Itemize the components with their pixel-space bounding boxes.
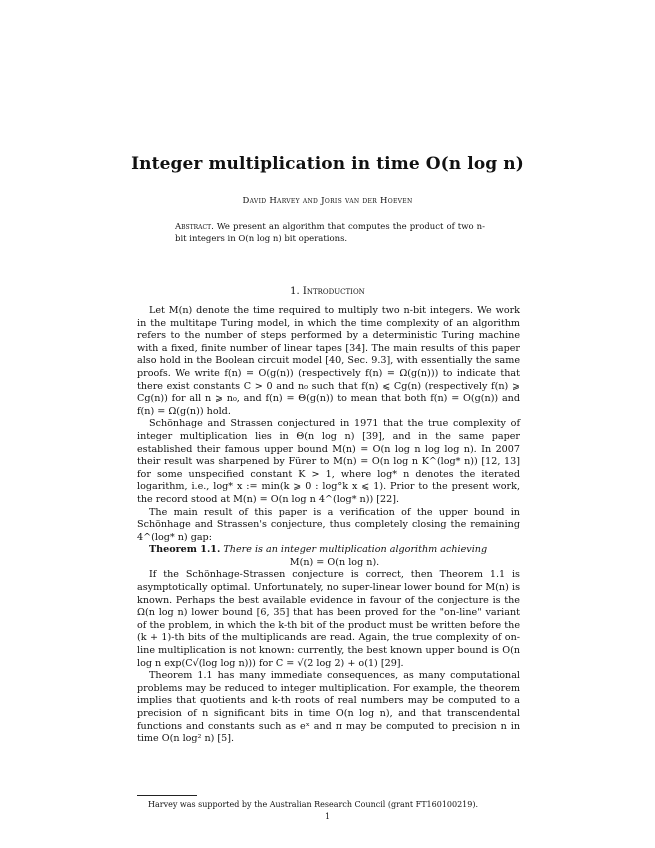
- abstract-label: Abstract.: [175, 222, 214, 232]
- intro-paragraph-5: Theorem 1.1 has many immediate consequences, as many computational problems may be reduced to integer multiplication. For example, the theorem implies that quotients and k-th roots of real numbers may be computed to a precision of n significant bits in time O(n log n), and that transcendental functions and constants such as eˣ and π may be computed to precision n in time O(n log² n) [5].: [137, 670, 520, 745]
- theorem-head: Theorem 1.1.: [149, 544, 221, 556]
- paper-title: Integer multiplication in time O(n log n): [131, 154, 524, 174]
- intro-paragraph-2: Schönhage and Strassen conjectured in 1971 that the true complexity of integer multiplication lies in Θ(n log n) [39], and in the same paper established their famous upper bound M(n) = O(n log n log log n). In 2007 their result was sharpened by Fürer to M(n) = O(n log n K^(log* n)) [12, 13] for some unspecified constant K > 1, where log* n denotes the iterated logarithm, i.e., log* x := min(k ⩾ 0 : log°k x ⩽ 1). Prior to the present work, the record stood at M(n) = O(n log n 4^(log* n)) [22].: [137, 418, 520, 505]
- intro-body-part-a: [137, 305, 520, 746]
- paper-authors: David Harvey and Joris van der Hoeven: [242, 196, 413, 206]
- footnote-rule: [137, 795, 197, 796]
- theorem-statement: [137, 544, 520, 557]
- intro-paragraph-3: The main result of this paper is a verification of the upper bound in Schönhage and Strassen's conjecture, thus completely closing the remaining 4^(log* n) gap:: [137, 506, 520, 543]
- abstract: [175, 222, 485, 245]
- intro-paragraph-1: Let M(n) denote the time required to multiply two n-bit integers. We work in the multitape Turing model, in which the time complexity of an algorithm refers to the number of steps performed by a deterministic Turing machine with a fixed, finite number of linear tapes [34]. The main results of this paper also hold in the Boolean circuit model [40, Sec. 9.3], with essentially the same proofs. We write f(n) = O(g(n)) (respectively f(n) = Ω(g(n))) to indicate that there exist constants C > 0 and n₀ such that f(n) ⩽ Cg(n) (respectively f(n) ⩾ Cg(n)) for all n ⩾ n₀, and f(n) = Θ(g(n)) to mean that both f(n) = O(g(n)) and f(n) = Ω(g(n)) hold.: [137, 305, 520, 417]
- intro-paragraph-4: If the Schönhage-Strassen conjecture is correct, then Theorem 1.1 is asymptotically optimal. Unfortunately, no super-linear lower bound for M(n) is known. Perhaps the best available evidence in favour of the conjecture is the Ω(n log n) lower bound [6, 35] that has been proved for the "on-line" variant of the problem, in which the k-th bit of the product must be written before the (k + 1)-th bits of the multiplicands are read. Again, the true complexity of on-line multiplication is not known: currently, the best known upper bound is O(n log n exp(C√(log log n))) for C = √(2 log 2) + o(1) [29].: [137, 569, 520, 669]
- theorem-text: There is an integer multiplication algorithm achieving: [223, 544, 488, 556]
- section-heading: 1. Introduction: [290, 286, 365, 297]
- funding-footnote: Harvey was supported by the Australian Research Council (grant FT160100219).: [148, 800, 479, 809]
- page-number: 1: [324, 812, 331, 821]
- abstract-text: We present an algorithm that computes the product of two n-bit integers in O(n log n) bit operations.: [175, 222, 485, 244]
- theorem-display-equation: M(n) = O(n log n).: [289, 556, 380, 568]
